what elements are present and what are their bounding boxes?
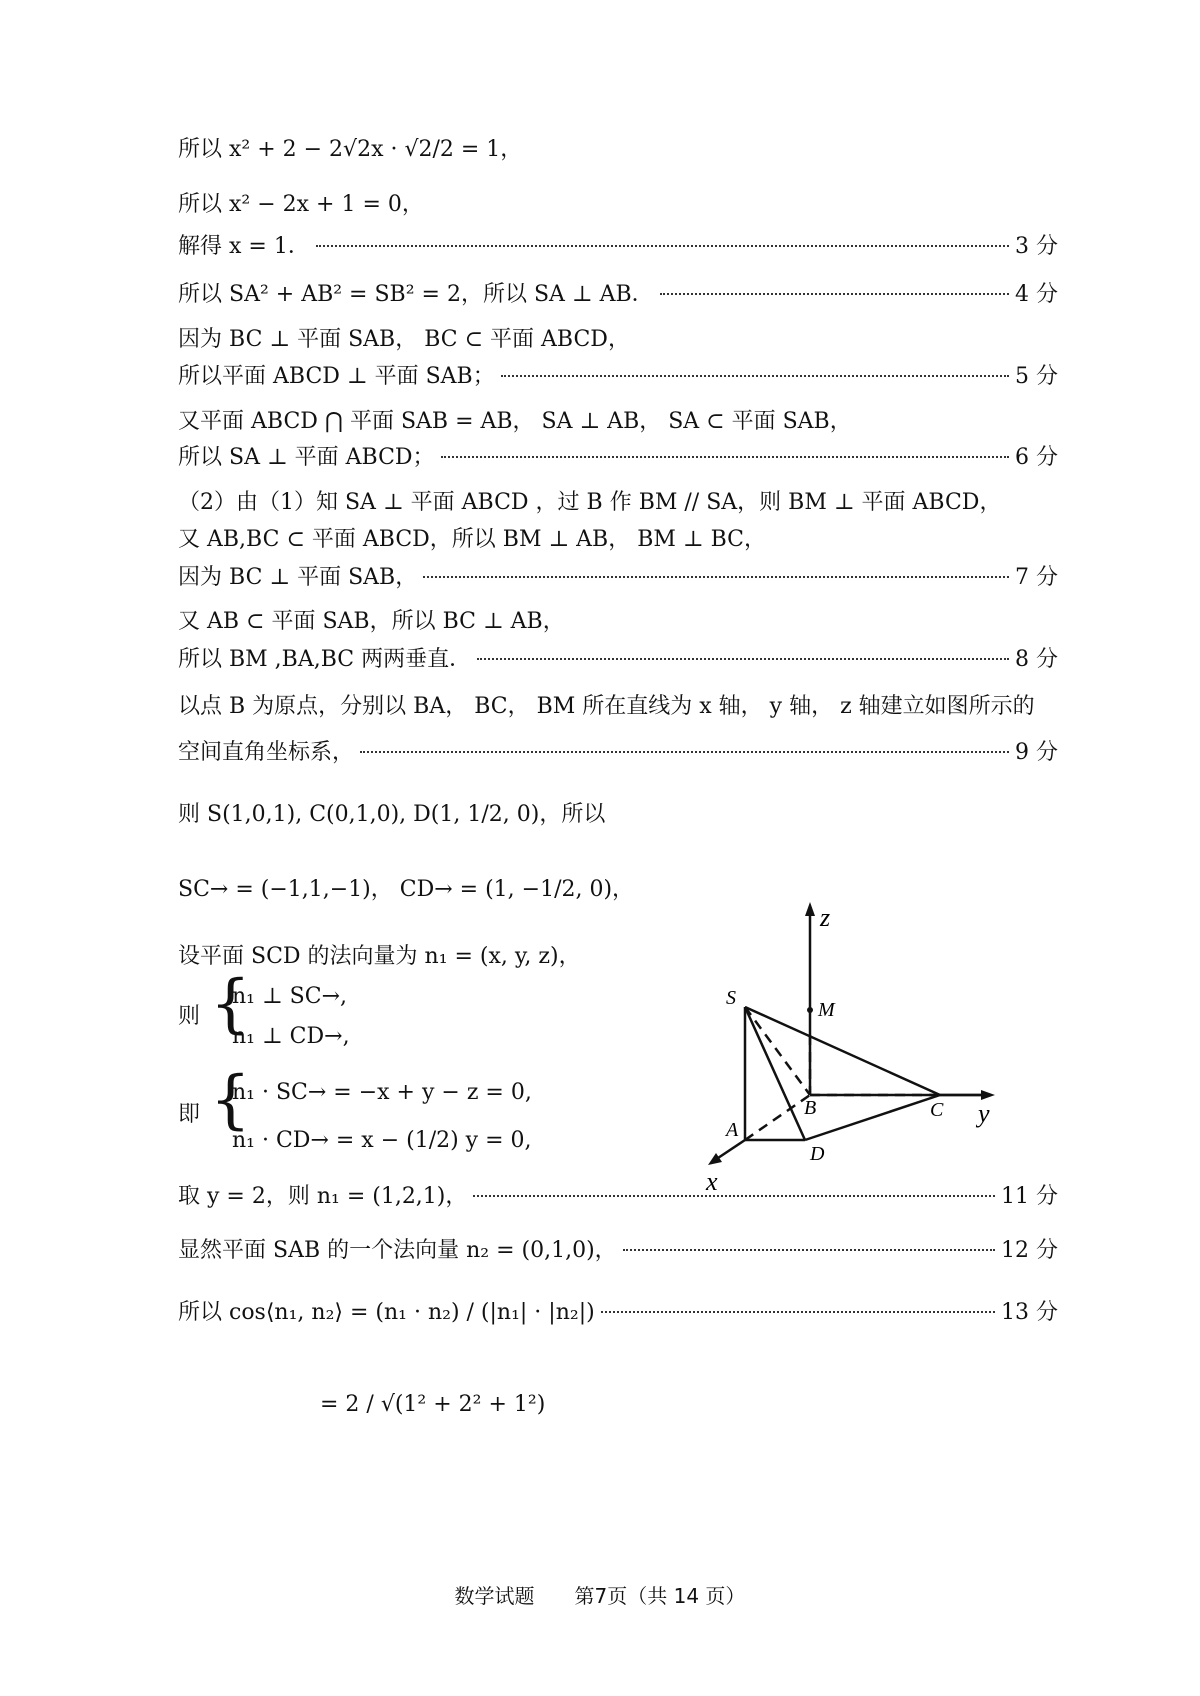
line-22 [178,1236,1058,1266]
point-M [807,1007,813,1013]
line-13 [178,645,1058,675]
leader-dots [441,455,1009,458]
line-12 [178,607,565,637]
leader-dots [623,1248,995,1251]
score-7: 7 分 [1015,565,1058,590]
line-2-text: 所以 x² − 2x + 1 = 0， [178,192,424,217]
line-14-text: 以点 B 为原点，分别以 BA， BC， BM 所在直线为 x 轴， y 轴， z 轴建立如图所示的 [178,694,1035,719]
label-x: x [706,1167,718,1196]
line-14 [178,692,1035,722]
label-S: S [726,987,736,1009]
left-brace: { [210,967,251,1041]
line-7-text: 又平面 ABCD ⋂ 平面 SAB = AB， SA ⊥ AB， SA ⊂ 平面 SAB， [178,409,852,434]
label-y: y [978,1099,990,1128]
line-22-text: 显然平面 SAB 的一个法向量 n₂ = (0,1,0)， [178,1238,617,1263]
line-4 [178,280,1058,310]
leader-dots [473,1194,995,1197]
line-16 [178,800,605,830]
line-5 [178,325,630,355]
line-17-text: SC→ = (−1,1,−1)， CD→ = (1, −1/2, 0)， [178,877,635,902]
line-17 [178,875,634,905]
score-5: 5 分 [1015,364,1058,389]
line-1 [178,135,522,165]
line-16-text: 则 S(1,0,1), C(0,1,0), D(1, 1/2, 0)，所以 [178,802,606,827]
line-11-text: 因为 BC ⊥ 平面 SAB， [178,565,418,590]
line-24-text: = 2 / √(1² + 2² + 1²) [320,1392,546,1417]
line-24 [320,1390,545,1420]
score-13: 13 分 [1001,1300,1058,1325]
leader-dots [316,244,1009,247]
label-D: D [810,1143,825,1165]
label-C: C [930,1099,944,1121]
leader-dots [477,657,1009,660]
line-13-text: 所以 BM ,BA,BC 两两垂直． [178,647,472,672]
line-4-text: 所以 SA² + AB² = SB² = 2，所以 SA ⊥ AB． [178,282,654,307]
line-23-text: 所以 cos⟨n₁, n₂⟩ = (n₁ · n₂) / (|n₁| · |n₂|) [178,1300,595,1325]
label-A: A [726,1119,739,1141]
line-11 [178,563,1058,593]
score-4: 4 分 [1015,282,1058,307]
line-15-text: 空间直角坐标系， [178,740,355,765]
line-6 [178,362,1058,392]
line-2 [178,190,424,220]
label-B: B [804,1097,817,1119]
line-20-prefix: 即 [178,1102,201,1127]
score-3: 3 分 [1015,234,1058,259]
label-z: z [820,903,831,932]
leader-dots [423,575,1009,578]
score-11: 11 分 [1001,1184,1058,1209]
system-1-eq-1: n₁ ⊥ SC→, [232,984,347,1009]
line-18-text: 设平面 SCD 的法向量为 n₁ = (x, y, z)， [178,944,581,969]
line-9-text: （2）由（1）知 SA ⊥ 平面 ABCD ，过 B 作 BM // SA，则 BM ⊥ 平面 ABCD， [178,490,1002,515]
leader-dots [501,374,1009,377]
line-7 [178,407,852,437]
edge-DC [805,1095,940,1140]
line-12-text: 又 AB ⊂ 平面 SAB，所以 BC ⊥ AB， [178,609,565,634]
edge-AB [745,1095,810,1140]
z-arrow [805,902,815,916]
line-15 [178,738,1058,768]
label-M: M [818,999,835,1021]
line-5-text: 因为 BC ⊥ 平面 SAB， BC ⊂ 平面 ABCD， [178,327,630,352]
line-21 [178,1182,1058,1212]
line-19-prefix: 则 [178,1004,201,1029]
pyramid-figure [700,900,1080,1196]
score-6: 6 分 [1015,445,1058,470]
line-9 [178,488,1001,518]
score-9: 9 分 [1015,740,1058,765]
line-10-text: 又 AB,BC ⊂ 平面 ABCD，所以 BM ⊥ AB， BM ⊥ BC， [178,527,766,552]
leader-dots [601,1310,995,1313]
score-8: 8 分 [1015,647,1058,672]
line-21-text: 取 y = 2，则 n₁ = (1,2,1)， [178,1184,468,1209]
line-3 [178,232,1058,262]
left-brace: { [210,1063,251,1137]
line-1-text: 所以 x² + 2 − 2√2x · √2/2 = 1， [178,137,523,162]
page-footer: 数学试题 第7页（共 14 页） [454,1584,746,1608]
line-6-text: 所以平面 ABCD ⊥ 平面 SAB； [178,364,495,389]
x-arrow [708,1153,722,1165]
line-23 [178,1298,1058,1328]
system-2-eq-2: n₁ · CD→ = x − (1/2) y = 0, [232,1128,532,1153]
line-8-text: 所以 SA ⊥ 平面 ABCD； [178,445,435,470]
edge-SC [745,1007,940,1095]
leader-dots [360,750,1009,753]
system-1-eq-2: n₁ ⊥ CD→, [232,1024,350,1049]
score-12: 12 分 [1001,1238,1058,1263]
line-3-text: 解得 x = 1． [178,234,310,259]
system-2-eq-1: n₁ · SC→ = −x + y − z = 0, [232,1080,532,1105]
line-10 [178,525,766,555]
line-8 [178,443,1058,473]
leader-dots [660,292,1009,295]
